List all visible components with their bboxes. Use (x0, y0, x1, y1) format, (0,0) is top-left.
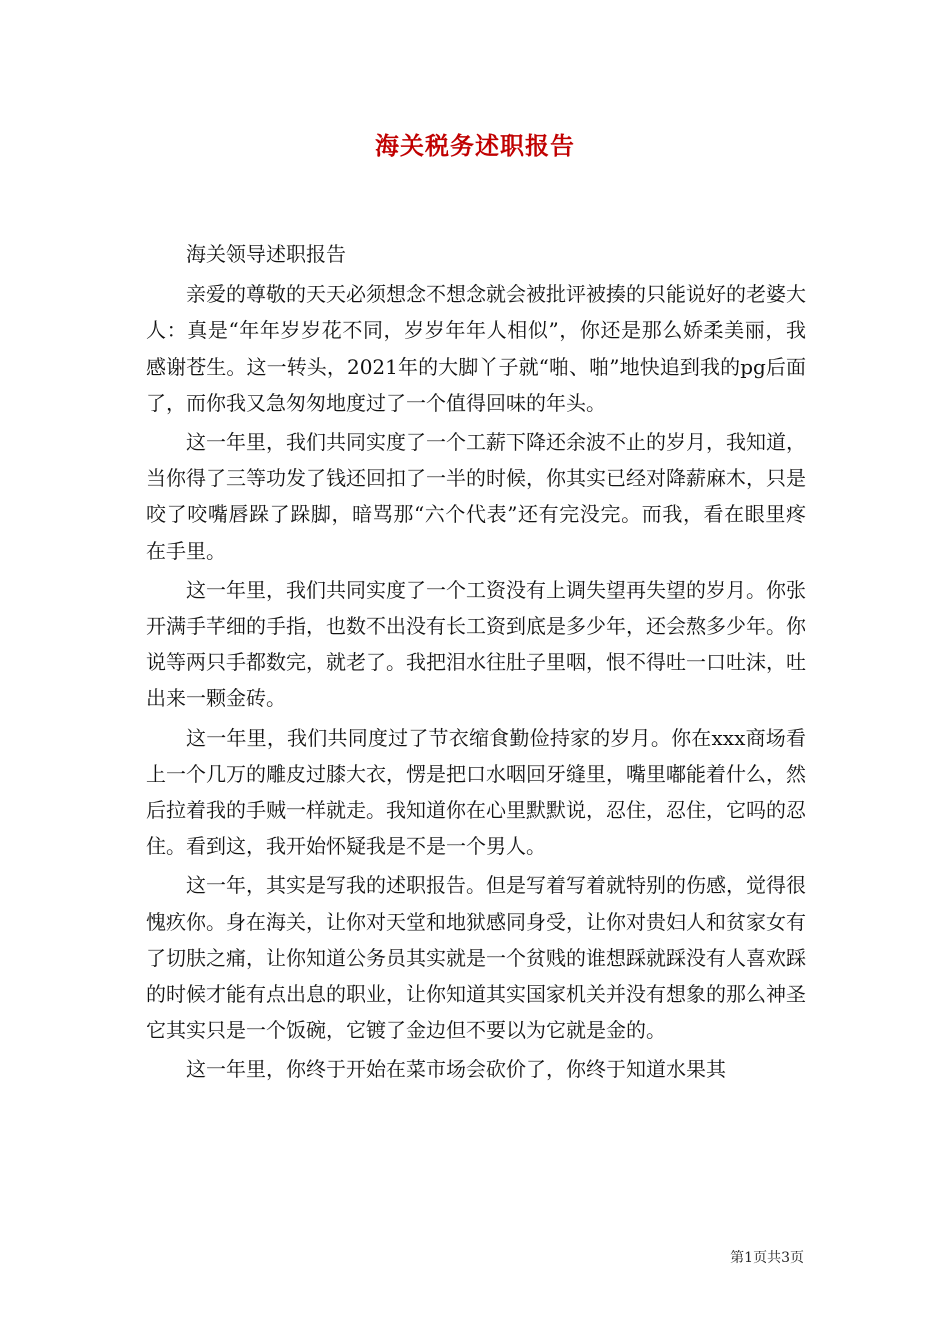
body-paragraph-subtitle: 海关领导述职报告 (186, 242, 346, 266)
document-title: 海关税务述职报告 (375, 131, 575, 160)
body-paragraph: 这一年里，我们共同度过了节衣缩食勤俭持家的岁月。你在xxx商场看上一个几万的雕皮过膝大衣，愣是把口水咽回牙缝里，嘴里嘟能着什么，然后拉着我的手贼一样就走。我知道你在心里默默说，忍住，忍住，它吗的忍住。看到这，我开始怀疑我是不是一个男人。 (146, 725, 806, 859)
page-number: 第1页共3页 (730, 1250, 804, 1266)
body-paragraph: 这一年里，你终于开始在菜市场会砍价了，你终于知道水果其 (186, 1057, 726, 1082)
body-paragraph: 这一年，其实是写我的述职报告。但是写着写着就特别的伤感，觉得很愧疚你。身在海关，让你对天堂和地狱感同身受，让你对贵妇人和贫家女有了切肤之痛，让你知道公务员其实就是一个贫贱的谁想踩就踩没有人喜欢踩的时候才能有点出息的职业，让你知道其实国家机关并没有想象的那么神圣它其实只是一个饭碗，它镀了金边但不要以为它就是金的。 (146, 873, 806, 1043)
body-paragraph: 这一年里，我们共同实度了一个工薪下降还余波不止的岁月，我知道，当你得了三等功发了钱还回扣了一半的时候，你其实已经对降薪麻木，只是咬了咬嘴唇跺了跺脚，暗骂那“六个代表”还有完没完。而我，看在眼里疼在手里。 (146, 430, 806, 563)
body-paragraph: 亲爱的尊敬的天天必须想念不想念就会被批评被揍的只能说好的老婆大人：真是“年年岁岁花不同，岁岁年年人相似”，你还是那么娇柔美丽，我感谢苍生。这一转头，2021年的大脚丫子就“啪、啪”地快追到我的pg后面了，而你我又急匆匆地度过了一个值得回味的年头。 (146, 282, 806, 415)
body-paragraph: 这一年里，我们共同实度了一个工资没有上调失望再失望的岁月。你张开满手芊细的手指，也数不出没有长工资到底是多少年，还会熬多少年。你说等两只手都数完，就老了。我把泪水往肚子里咽，恨不得吐一口吐沫，吐出来一颗金砖。 (146, 577, 806, 711)
document-body (146, 236, 806, 1088)
